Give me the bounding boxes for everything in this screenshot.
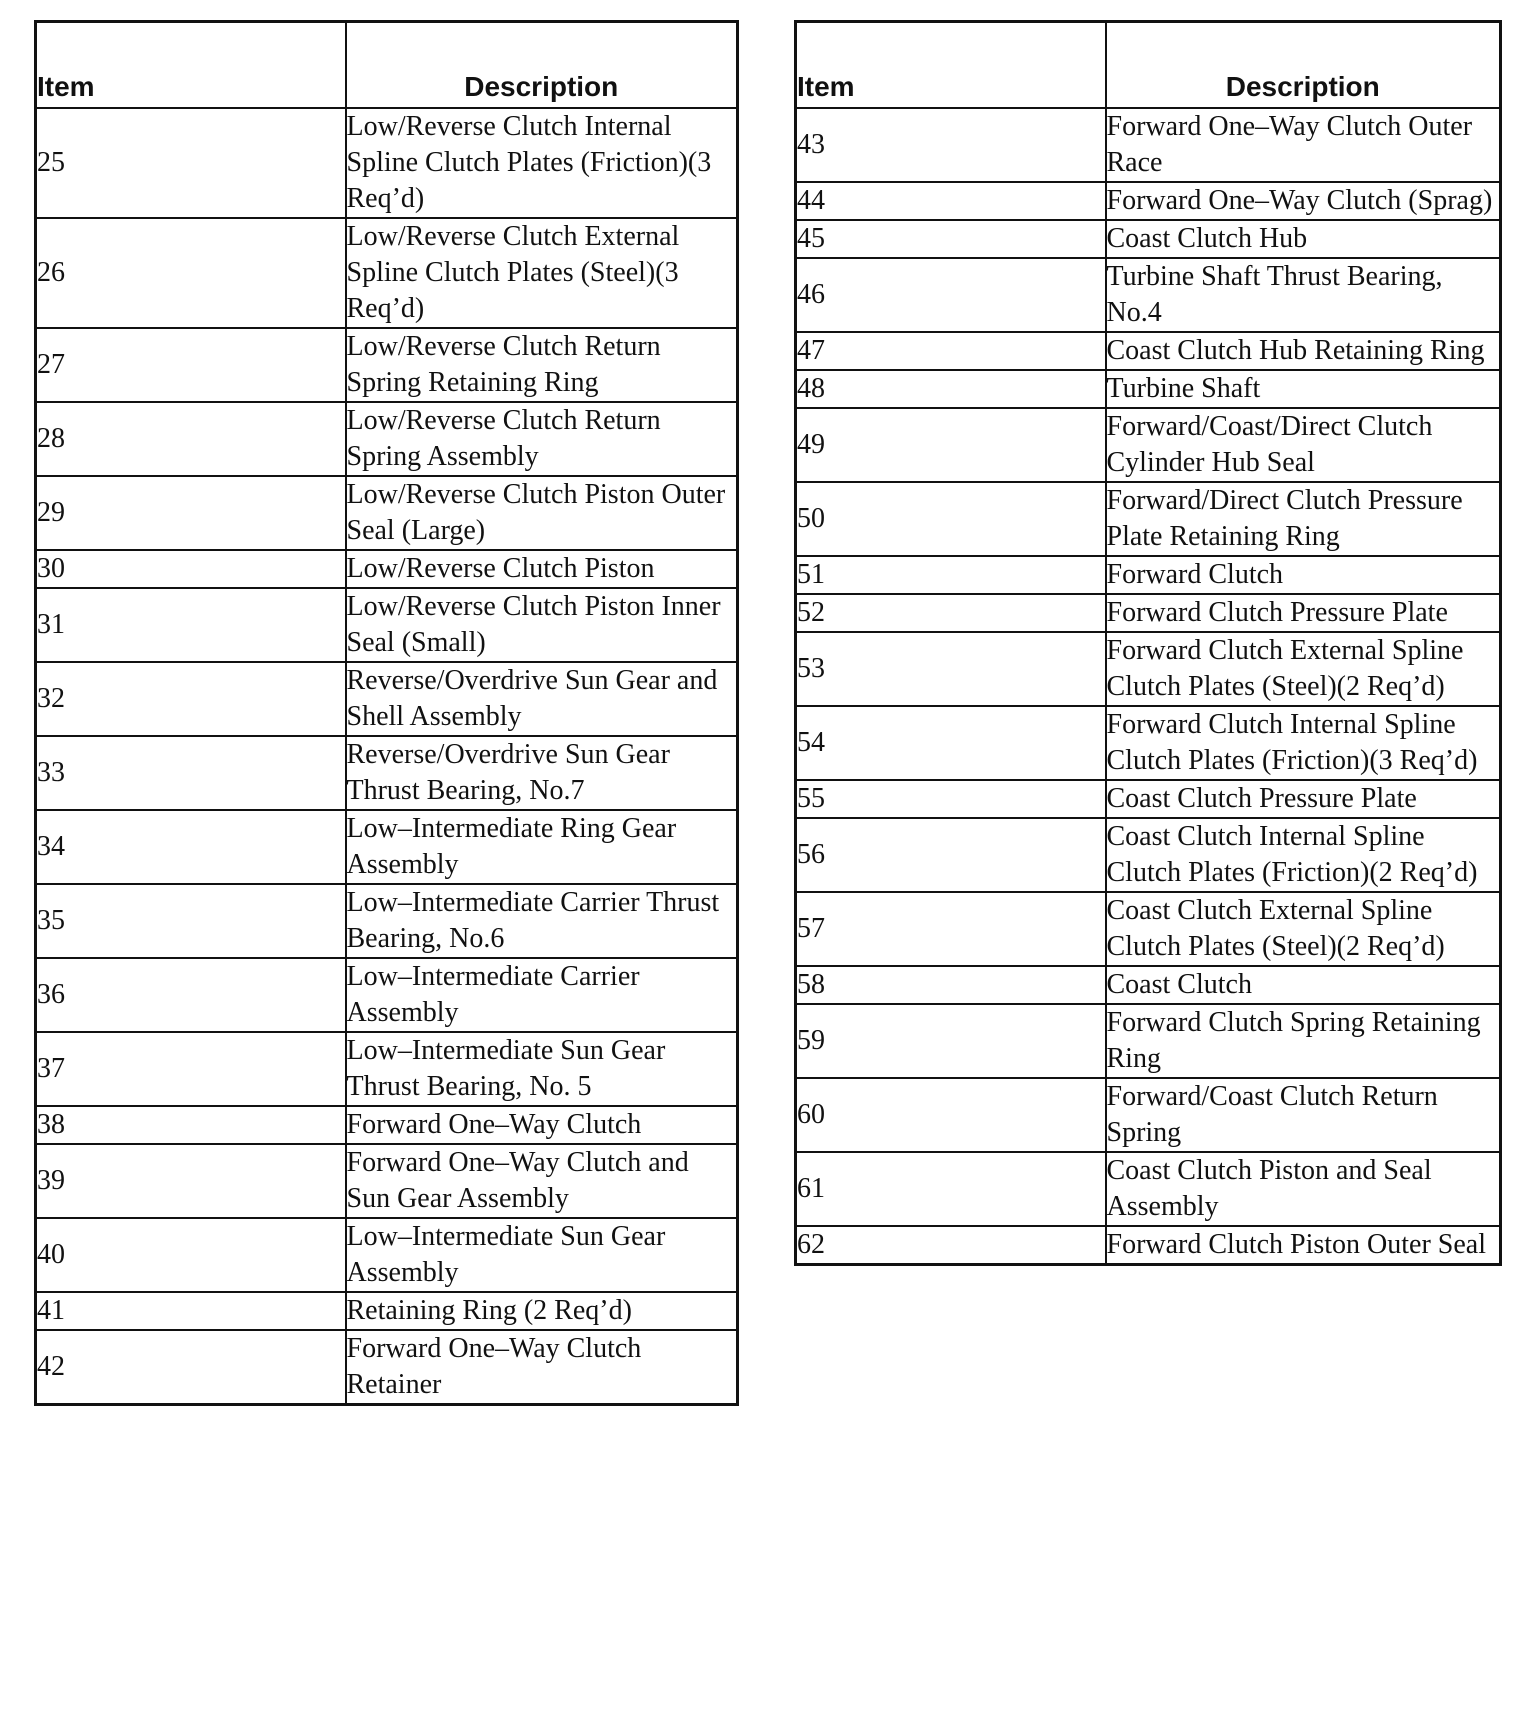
table-row xyxy=(36,884,738,958)
item-number: 48 xyxy=(796,370,1106,408)
item-number: 26 xyxy=(36,218,346,328)
item-description: Forward Clutch Internal Spline Clutch Plates (Friction)(3 Req’d) xyxy=(1106,706,1501,780)
table-row xyxy=(796,1004,1501,1078)
table-row xyxy=(796,1078,1501,1152)
description-column-header: Description xyxy=(346,22,738,109)
table-row xyxy=(796,220,1501,258)
item-number: 62 xyxy=(796,1226,1106,1265)
table-row xyxy=(36,1032,738,1106)
item-number: 43 xyxy=(796,108,1106,182)
item-description: Low–Intermediate Sun Gear Thrust Bearing, No. 5 xyxy=(346,1032,738,1106)
item-number: 57 xyxy=(796,892,1106,966)
table-header-row xyxy=(796,22,1501,109)
item-number: 25 xyxy=(36,108,346,218)
table-row xyxy=(796,108,1501,182)
item-description: Forward/Coast/Direct Clutch Cylinder Hub Seal xyxy=(1106,408,1501,482)
item-number: 58 xyxy=(796,966,1106,1004)
table-row xyxy=(796,408,1501,482)
item-description: Low–Intermediate Carrier Thrust Bearing, No.6 xyxy=(346,884,738,958)
table-row xyxy=(36,662,738,736)
item-number: 33 xyxy=(36,736,346,810)
item-description: Low–Intermediate Ring Gear Assembly xyxy=(346,810,738,884)
table-row xyxy=(796,556,1501,594)
parts-table-right xyxy=(794,20,1502,1266)
item-description: Coast Clutch Pressure Plate xyxy=(1106,780,1501,818)
item-description: Forward Clutch Pressure Plate xyxy=(1106,594,1501,632)
item-number: 38 xyxy=(36,1106,346,1144)
table-row xyxy=(796,482,1501,556)
item-description: Turbine Shaft xyxy=(1106,370,1501,408)
item-number: 34 xyxy=(36,810,346,884)
item-number: 45 xyxy=(796,220,1106,258)
item-description: Low–Intermediate Sun Gear Assembly xyxy=(346,1218,738,1292)
table-row xyxy=(36,810,738,884)
item-number: 49 xyxy=(796,408,1106,482)
item-number: 55 xyxy=(796,780,1106,818)
table-row xyxy=(796,594,1501,632)
table-row xyxy=(796,780,1501,818)
table-row xyxy=(36,1292,738,1330)
item-number: 37 xyxy=(36,1032,346,1106)
table-row xyxy=(36,1144,738,1218)
item-description: Coast Clutch Hub xyxy=(1106,220,1501,258)
item-description: Forward Clutch Spring Retaining Ring xyxy=(1106,1004,1501,1078)
description-column-header: Description xyxy=(1106,22,1501,109)
item-number: 61 xyxy=(796,1152,1106,1226)
item-description: Low/Reverse Clutch Piston Outer Seal (Large) xyxy=(346,476,738,550)
item-description: Forward One–Way Clutch and Sun Gear Assembly xyxy=(346,1144,738,1218)
item-description: Coast Clutch Internal Spline Clutch Plates (Friction)(2 Req’d) xyxy=(1106,818,1501,892)
item-number: 31 xyxy=(36,588,346,662)
table-row xyxy=(796,892,1501,966)
table-row xyxy=(36,1218,738,1292)
item-number: 51 xyxy=(796,556,1106,594)
table-row xyxy=(796,632,1501,706)
table-row xyxy=(36,108,738,218)
table-row xyxy=(36,1106,738,1144)
table-row xyxy=(36,402,738,476)
table-row xyxy=(36,550,738,588)
item-number: 60 xyxy=(796,1078,1106,1152)
table-row xyxy=(36,588,738,662)
item-description: Low/Reverse Clutch Piston Inner Seal (Small) xyxy=(346,588,738,662)
item-description: Forward One–Way Clutch Outer Race xyxy=(1106,108,1501,182)
item-description: Coast Clutch xyxy=(1106,966,1501,1004)
item-number: 41 xyxy=(36,1292,346,1330)
table-row xyxy=(796,1152,1501,1226)
item-number: 46 xyxy=(796,258,1106,332)
item-description: Low/Reverse Clutch Return Spring Retaining Ring xyxy=(346,328,738,402)
item-number: 32 xyxy=(36,662,346,736)
table-row xyxy=(796,966,1501,1004)
item-description: Coast Clutch Piston and Seal Assembly xyxy=(1106,1152,1501,1226)
table-header-row xyxy=(36,22,738,109)
item-description: Coast Clutch External Spline Clutch Plates (Steel)(2 Req’d) xyxy=(1106,892,1501,966)
item-description: Reverse/Overdrive Sun Gear and Shell Assembly xyxy=(346,662,738,736)
item-description: Forward One–Way Clutch xyxy=(346,1106,738,1144)
table-row xyxy=(796,258,1501,332)
item-description: Forward Clutch Piston Outer Seal xyxy=(1106,1226,1501,1265)
item-number: 30 xyxy=(36,550,346,588)
table-row xyxy=(796,370,1501,408)
item-description: Forward One–Way Clutch (Sprag) xyxy=(1106,182,1501,220)
item-description: Forward One–Way Clutch Retainer xyxy=(346,1330,738,1405)
table-row xyxy=(36,958,738,1032)
item-description: Low/Reverse Clutch External Spline Clutch Plates (Steel)(3 Req’d) xyxy=(346,218,738,328)
item-description: Reverse/Overdrive Sun Gear Thrust Bearing, No.7 xyxy=(346,736,738,810)
table-row xyxy=(796,1226,1501,1265)
item-number: 29 xyxy=(36,476,346,550)
table-row xyxy=(36,476,738,550)
table-row xyxy=(796,182,1501,220)
item-number: 53 xyxy=(796,632,1106,706)
item-number: 36 xyxy=(36,958,346,1032)
item-number: 52 xyxy=(796,594,1106,632)
item-number: 59 xyxy=(796,1004,1106,1078)
item-description: Forward Clutch xyxy=(1106,556,1501,594)
table-row xyxy=(796,332,1501,370)
item-description: Low/Reverse Clutch Piston xyxy=(346,550,738,588)
item-description: Forward/Direct Clutch Pressure Plate Retaining Ring xyxy=(1106,482,1501,556)
table-row xyxy=(36,218,738,328)
table-row xyxy=(796,706,1501,780)
item-column-header: Item xyxy=(796,22,1106,109)
item-number: 44 xyxy=(796,182,1106,220)
item-number: 54 xyxy=(796,706,1106,780)
parts-table-left xyxy=(34,20,739,1406)
item-number: 35 xyxy=(36,884,346,958)
item-number: 50 xyxy=(796,482,1106,556)
table-row xyxy=(36,736,738,810)
item-number: 40 xyxy=(36,1218,346,1292)
item-description: Coast Clutch Hub Retaining Ring xyxy=(1106,332,1501,370)
item-description: Low/Reverse Clutch Internal Spline Clutch Plates (Friction)(3 Req’d) xyxy=(346,108,738,218)
item-description: Retaining Ring (2 Req’d) xyxy=(346,1292,738,1330)
item-number: 39 xyxy=(36,1144,346,1218)
item-description: Forward/Coast Clutch Return Spring xyxy=(1106,1078,1501,1152)
table-row xyxy=(36,328,738,402)
item-description: Low–Intermediate Carrier Assembly xyxy=(346,958,738,1032)
item-number: 28 xyxy=(36,402,346,476)
item-description: Low/Reverse Clutch Return Spring Assembly xyxy=(346,402,738,476)
table-row xyxy=(36,1330,738,1405)
item-column-header: Item xyxy=(36,22,346,109)
item-description: Forward Clutch External Spline Clutch Plates (Steel)(2 Req’d) xyxy=(1106,632,1501,706)
item-number: 47 xyxy=(796,332,1106,370)
table-row xyxy=(796,818,1501,892)
item-description: Turbine Shaft Thrust Bearing, No.4 xyxy=(1106,258,1501,332)
item-number: 56 xyxy=(796,818,1106,892)
item-number: 42 xyxy=(36,1330,346,1405)
item-number: 27 xyxy=(36,328,346,402)
